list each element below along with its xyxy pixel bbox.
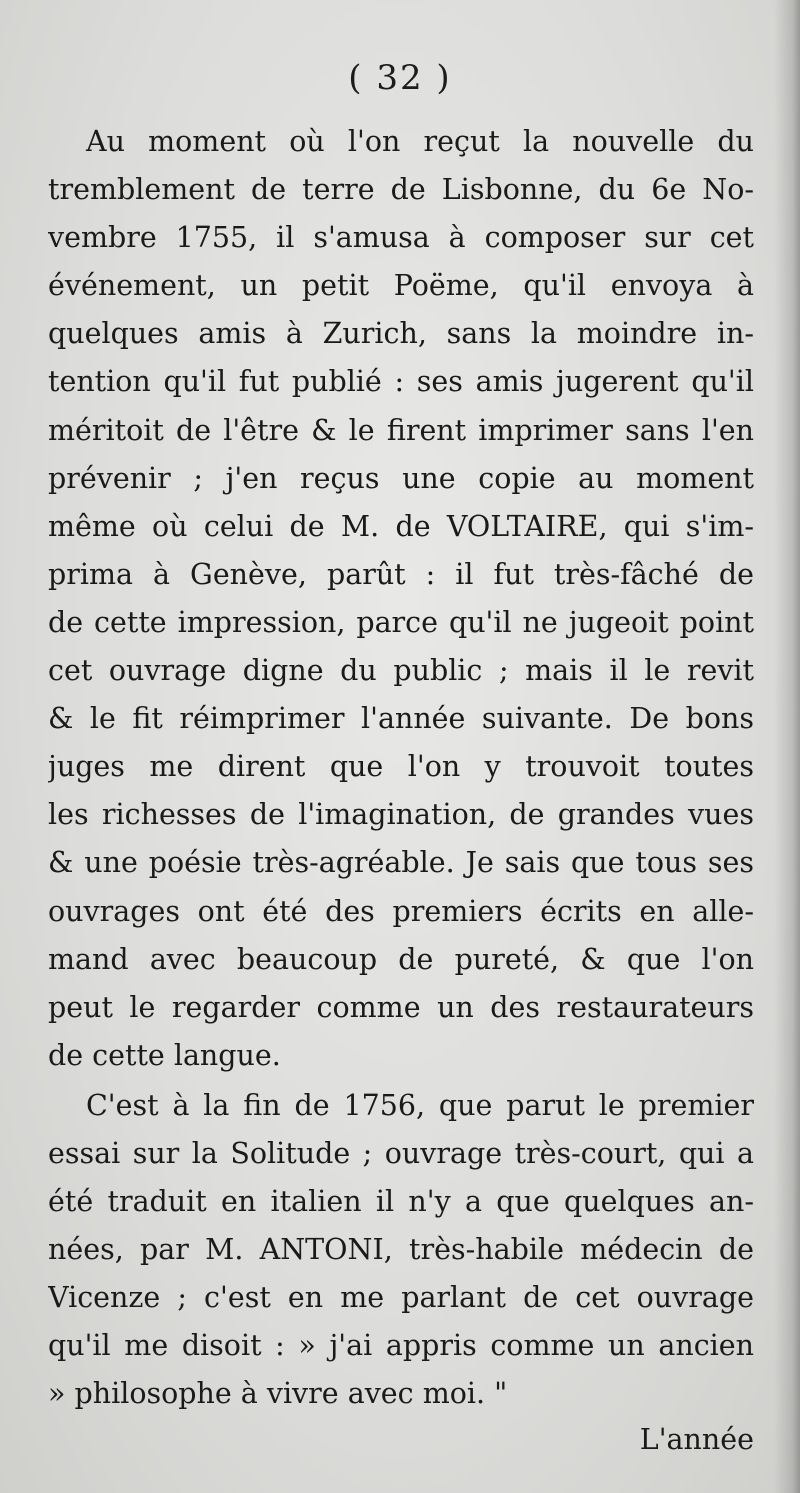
text-line: les richesses de l'imagination, de grandes vues [48, 798, 754, 832]
text-line: de cette langue. [48, 1038, 281, 1072]
text-line: prévenir ; j'en reçus une copie au moment [48, 461, 754, 495]
text-line: tention qu'il fut publié : ses amis jugerent qu'il [48, 365, 754, 399]
text-line: prima à Genève, parût : il fut très-fâché de [48, 557, 754, 591]
text-line: même où celui de M. de VOLTAIRE, qui s'im- [48, 509, 754, 543]
text-line: cet ouvrage digne du public ; mais il le revit [48, 654, 754, 688]
text-line: été traduit en italien il n'y a que quelques an- [48, 1185, 754, 1219]
text-line: C'est à la fin de 1756, que parut le premier [86, 1088, 754, 1122]
text-line: Vicenze ; c'est en me parlant de cet ouvrage [48, 1281, 754, 1315]
page-gutter-shadow [774, 0, 800, 1493]
text-line: de cette impression, parce qu'il ne jugeoit point [48, 605, 754, 639]
text-line: Au moment où l'on reçut la nouvelle du [86, 125, 754, 158]
text-line: mand avec beaucoup de pureté, & que l'on [48, 942, 754, 976]
text-line: tremblement de terre de Lisbonne, du 6e No- [48, 173, 754, 207]
text-line: vembre 1755, il s'amusa à composer sur cet [48, 221, 754, 255]
text-line: qu'il me disoit : » j'ai appris comme un ancien [48, 1329, 754, 1363]
text-line: peut le regarder comme un des restaurateurs [48, 990, 754, 1024]
text-line: méritoit de l'être & le firent imprimer sans l'en [48, 413, 754, 447]
text-line: essai sur la Solitude ; ouvrage très-court, qui a [48, 1136, 754, 1170]
text-line: événement, un petit Poëme, qu'il envoya à [48, 269, 754, 303]
text-line: & une poésie très-agréable. Je sais que tous ses [48, 846, 754, 880]
body-text [48, 118, 754, 1419]
text-line: juges me dirent que l'on y trouvoit toutes [48, 750, 754, 784]
text-line: » philosophe à vivre avec moi. " [48, 1377, 508, 1411]
text-line: ouvrages ont été des premiers écrits en alle- [48, 894, 754, 928]
catchword: L'année [639, 1423, 754, 1456]
text-line: nées, par M. ANTONI, très-habile médecin de [48, 1233, 754, 1267]
paragraph-2 [48, 1082, 754, 1419]
text-line: & le fit réimprimer l'année suivante. De bons [48, 702, 754, 736]
page-number: ( 32 ) [348, 58, 452, 98]
paragraph-1 [48, 118, 754, 1080]
text-line: quelques amis à Zurich, sans la moindre in- [48, 317, 754, 351]
